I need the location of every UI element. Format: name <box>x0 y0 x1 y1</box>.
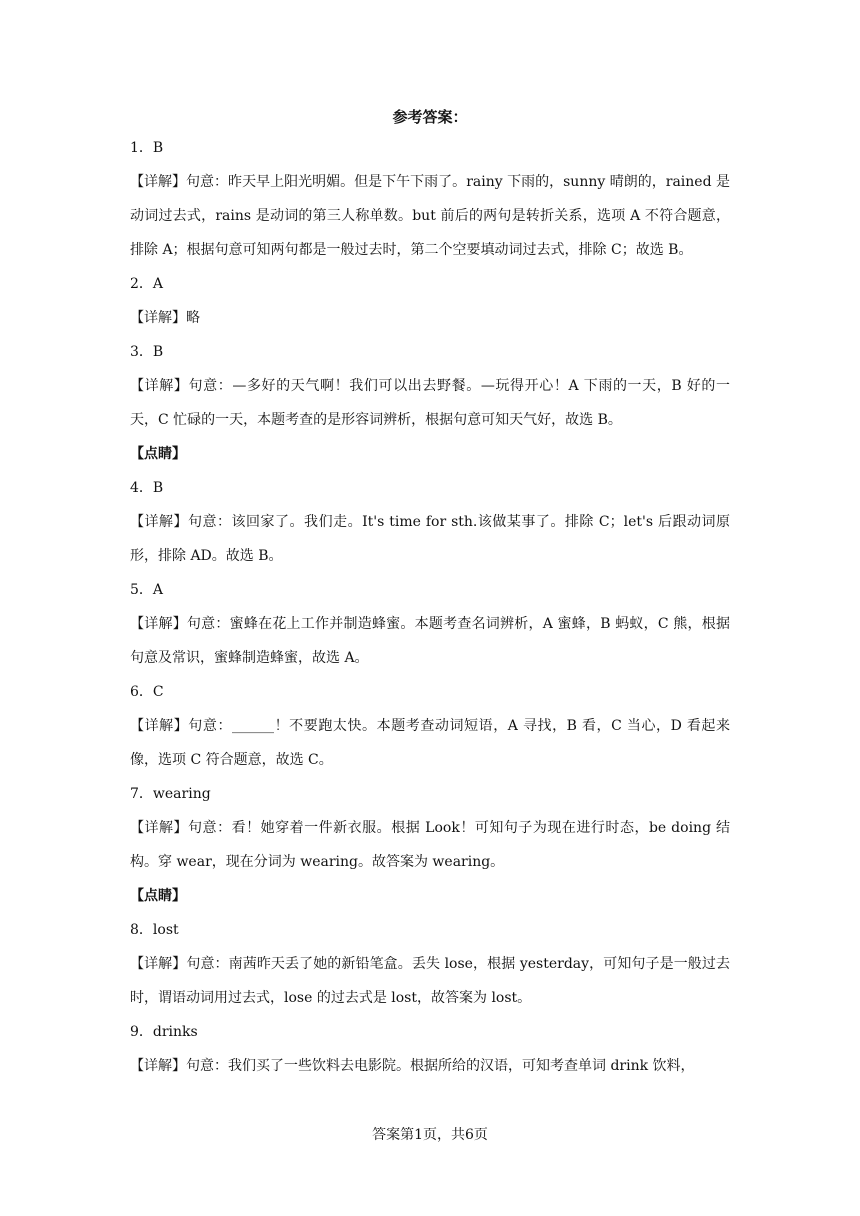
detail-7: 【详解】句意：看！她穿着一件新衣服。根据 Look！可知句子为现在进行时态，be doing 结构。穿 wear，现在分词为 wearing。故答案为 wearing。 <box>130 820 730 870</box>
answer-1: 1．B <box>130 140 164 156</box>
page-title: 参考答案： <box>392 108 468 126</box>
page-footer: 答案第1页，共6页 <box>372 1127 488 1143</box>
detail-5: 【详解】句意：蜜蜂在花上工作并制造蜂蜜。本题考查名词辨析，A 蜜蜂，B 蚂蚁，C 熊，根据句意及常识，蜜蜂制造蜂蜜，故选 A。 <box>130 616 730 666</box>
answer-4: 4．B <box>130 480 164 496</box>
answer-list <box>130 131 730 1083</box>
note-3: 【点睛】 <box>130 446 186 462</box>
detail-3: 【详解】句意：—多好的天气啊！我们可以出去野餐。—玩得开心！A 下雨的一天，B 好的一天，C 忙碌的一天，本题考查的是形容词辨析，根据句意可知天气好，故选 B。 <box>130 378 730 428</box>
answer-9: 9．drinks <box>130 1024 198 1040</box>
answer-3: 3．B <box>130 344 164 360</box>
detail-9: 【详解】句意：我们买了一些饮料去电影院。根据所给的汉语，可知考查单词 drink 饮料， <box>130 1058 695 1074</box>
detail-8: 【详解】句意：南茜昨天丢了她的新铅笔盒。丢失 lose，根据 yesterday，可知句子是一般过去时，谓语动词用过去式，lose 的过去式是 lost，故答案为 lost。 <box>130 956 730 1006</box>
detail-1: 【详解】句意：昨天早上阳光明媚。但是下午下雨了。rainy 下雨的，sunny 晴朗的，rained 是动词过去式，rains 是动词的第三人称单数。but 前后的两句是转折关系，选项 A 不符合题意，排除 A；根据句意可知两句都是一般过去时，第二个空要填动词过去式，排除 C；故选 B。 <box>130 174 730 258</box>
answer-2: 2．A <box>130 276 164 292</box>
detail-4: 【详解】句意：该回家了。我们走。It's time for sth.该做某事了。排除 C；let's 后跟动词原形，排除 AD。故选 B。 <box>130 514 730 564</box>
detail-2: 【详解】略 <box>130 310 200 326</box>
note-7: 【点睛】 <box>130 888 186 904</box>
answer-5: 5．A <box>130 582 164 598</box>
answer-8: 8．lost <box>130 922 179 938</box>
answer-6: 6．C <box>130 684 164 700</box>
detail-6: 【详解】句意：______！不要跑太快。本题考查动词短语，A 寻找，B 看，C 当心，D 看起来像，选项 C 符合题意，故选 C。 <box>130 718 730 768</box>
answer-7: 7．wearing <box>130 786 211 802</box>
